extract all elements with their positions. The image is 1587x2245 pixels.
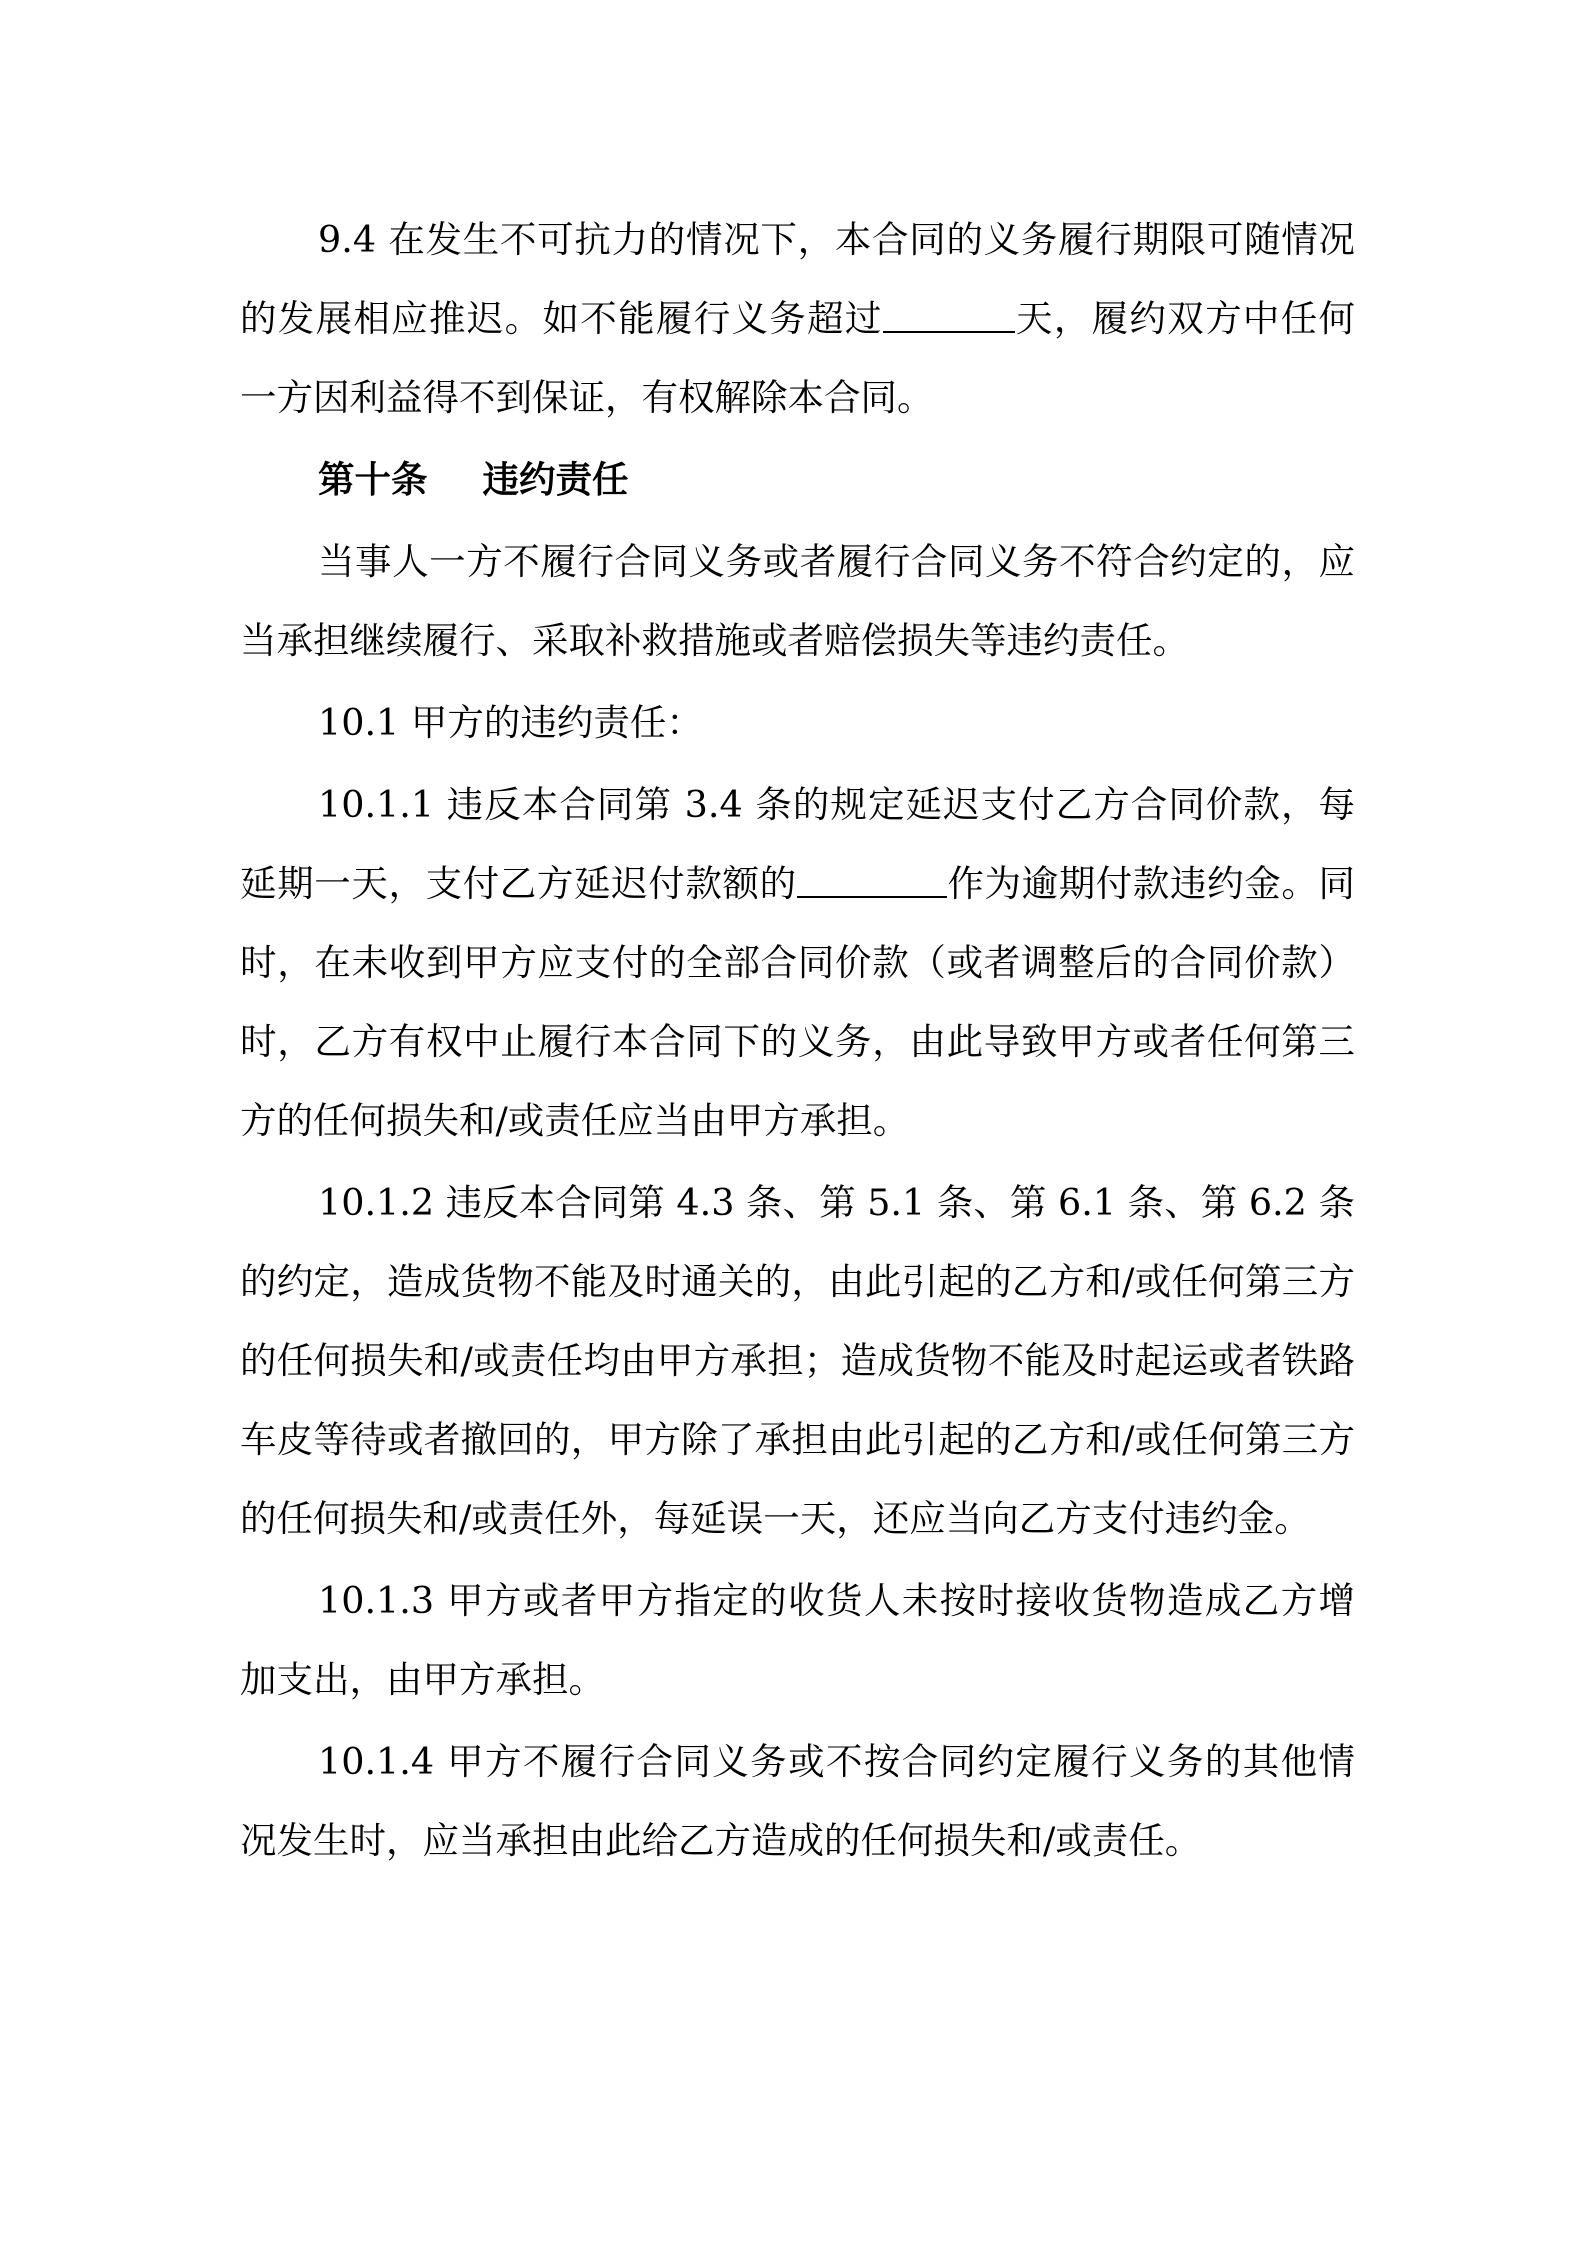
clause-9-4-text-after-blank: 天，履约双方中任何一方因利益得不到保证，有权解除本合同。 (240, 297, 1356, 419)
days-fill-in-blank[interactable] (883, 301, 1015, 333)
article-10-heading (240, 440, 1355, 519)
clause-10-1: 10.1 甲方的违约责任： (318, 701, 703, 744)
clause-9-4-text-before-blank: 9.4 在发生不可抗力的情况下，本合同的义务履行期限可随情况的发展相应推迟。如不能履行义务超过 (240, 218, 1355, 340)
article-10-number: 第十条 (318, 458, 428, 501)
clause-9-4 (240, 200, 1355, 437)
clause-10-1-3: 10.1.3 甲方或者甲方指定的收货人未按时接收货物造成乙方增加支出，由甲方承担。 (240, 1579, 1355, 1701)
clause-10-1-1-text-before-blank: 10.1.1 违反本合同第 3.4 条的规定延迟支付乙方合同价款，每延期一天，支付乙方延迟付款额的 (240, 783, 1355, 905)
document-page (240, 200, 1355, 1880)
penalty-rate-fill-in-blank[interactable] (797, 866, 947, 898)
clause-10-1-1-text-after-blank: 作为逾期付款违约金。同时，在未收到甲方应支付的全部合同价款（或者调整后的合同价款）时，乙方有权中止履行本合同下的义务，由此导致甲方或者任何第三方的任何损失和/或责任应当由甲方承担。 (240, 862, 1356, 1142)
clause-10-1-1 (240, 765, 1355, 1160)
article-10-title: 违约责任 (482, 458, 629, 501)
clause-10-1-4: 10.1.4 甲方不履行合同义务或不按合同约定履行义务的其他情况发生时，应当承担由此给乙方造成的任何损失和/或责任。 (240, 1740, 1355, 1862)
article-10-intro: 当事人一方不履行合同义务或者履行合同义务不符合约定的，应当承担继续履行、采取补救措施或者赔偿损失等违约责任。 (240, 540, 1355, 662)
clause-10-1-2: 10.1.2 违反本合同第 4.3 条、第 5.1 条、第 6.1 条、第 6.2 条的约定，造成货物不能及时通关的，由此引起的乙方和/或任何第三方的任何损失和/或责任均由甲方承担；造成货物不能及时起运或者铁路车皮等待或者撤回的，甲方除了承担由此引起的乙方和/或任何第三方的任何损失和/或责任外，每延误一天，还应当向乙方支付违约金。 (240, 1181, 1355, 1540)
